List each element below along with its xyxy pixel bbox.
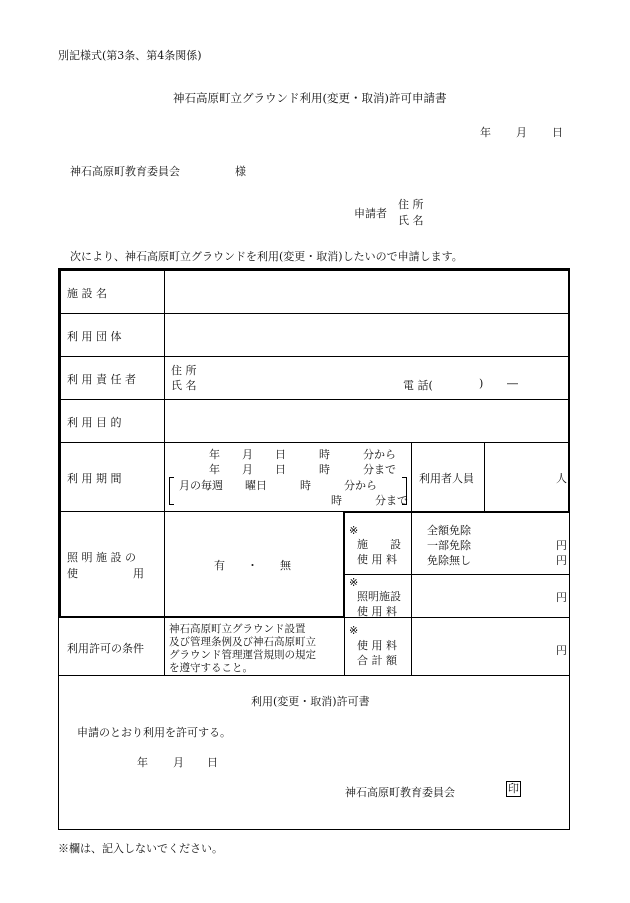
condition-text-3: グラウンド管理運営規則の規定 <box>169 649 316 661</box>
phone-dash: ― <box>507 377 518 390</box>
permit-statement: 申請のとおり利用を許可する。 <box>77 726 231 739</box>
condition-text-4: を遵守すること。 <box>169 662 253 674</box>
intro-text: 次により、神石高原町立グラウンドを利用(変更・取消)したいので申請します。 <box>70 250 463 263</box>
permit-date-day: 日 <box>207 756 218 769</box>
bracket-right <box>402 477 407 505</box>
lighting-choice[interactable]: 有 ・ 無 <box>214 559 291 572</box>
permit-date-month: 月 <box>173 756 184 769</box>
purpose-field[interactable] <box>169 403 564 439</box>
group-label: 利 用 団 体 <box>67 330 122 343</box>
fee-facility-2: 使 用 料 <box>357 553 397 566</box>
yen-4: 円 <box>556 644 567 657</box>
application-form <box>58 268 570 830</box>
format-reference: 別記様式(第3条、第4条関係) <box>58 49 202 62</box>
date-year: 年 <box>480 126 491 139</box>
lighting-label-2: 使 用 <box>67 567 144 580</box>
period-row-1: 年 月 日 時 分から <box>209 448 396 461</box>
responsible-address-label: 住 所 <box>171 364 197 377</box>
fee-mark-3: ※ <box>349 624 359 637</box>
permit-date-year: 年 <box>137 756 148 769</box>
period-row-4: 時 分まで <box>331 494 408 507</box>
purpose-label: 利 用 目 的 <box>67 416 122 429</box>
condition-text-2: 及び管理条例及び神石高原町立 <box>169 636 316 648</box>
responsible-label: 利 用 責 任 者 <box>67 373 136 386</box>
applicant-address-label: 住 所 <box>398 198 424 211</box>
fee-facility-1: 施 設 <box>357 538 401 551</box>
recipient: 神石高原町教育委員会 <box>70 165 180 178</box>
lighting-fee-1: 照明施設 <box>357 590 401 603</box>
yen-2: 円 <box>556 554 567 567</box>
applicant-name-label: 氏 名 <box>398 214 424 227</box>
footnote: ※欄は、記入しないでください。 <box>58 842 223 855</box>
persons-label: 利用者人員 <box>419 472 474 485</box>
exempt-none: 免除無し <box>427 554 471 567</box>
yen-3: 円 <box>556 591 567 604</box>
exempt-partial: 一部免除 <box>427 539 471 552</box>
group-field[interactable] <box>169 317 564 353</box>
seal-box: 印 <box>508 782 519 795</box>
fee-mark-2: ※ <box>349 576 359 589</box>
lighting-fee-2: 使 用 料 <box>357 605 397 618</box>
recipient-suffix: 様 <box>235 165 246 178</box>
applicant-label: 申請者 <box>354 207 387 220</box>
yen-1: 円 <box>556 539 567 552</box>
total-fee-1: 使 用 料 <box>357 639 397 652</box>
responsible-name-label: 氏 名 <box>171 379 197 392</box>
period-row-3: 月の毎週 曜日 時 分から <box>179 479 377 492</box>
lighting-label-1: 照 明 施 設 の <box>67 551 136 564</box>
facility-label: 施 設 名 <box>67 287 107 300</box>
permit-title: 利用(変更・取消)許可書 <box>251 695 370 708</box>
fee-mark-1: ※ <box>349 524 359 537</box>
permit-issuer: 神石高原町教育委員会 <box>345 786 455 799</box>
bracket-left <box>169 477 174 505</box>
phone-label: 電 話( <box>403 379 433 392</box>
period-row-2: 年 月 日 時 分まで <box>209 463 396 476</box>
date-day: 日 <box>552 126 563 139</box>
phone-close: ) <box>479 377 484 390</box>
condition-text-1: 神石高原町立グラウンド設置 <box>169 623 306 635</box>
exempt-full: 全額免除 <box>427 524 471 537</box>
condition-label: 利用許可の条件 <box>67 642 144 655</box>
page-title: 神石高原町立グラウンド利用(変更・取消)許可申請書 <box>173 91 447 105</box>
total-fee-2: 合 計 額 <box>357 654 397 667</box>
date-month: 月 <box>516 126 527 139</box>
facility-field[interactable] <box>169 273 564 309</box>
persons-unit: 人 <box>556 472 567 485</box>
period-label: 利 用 期 間 <box>67 472 122 485</box>
